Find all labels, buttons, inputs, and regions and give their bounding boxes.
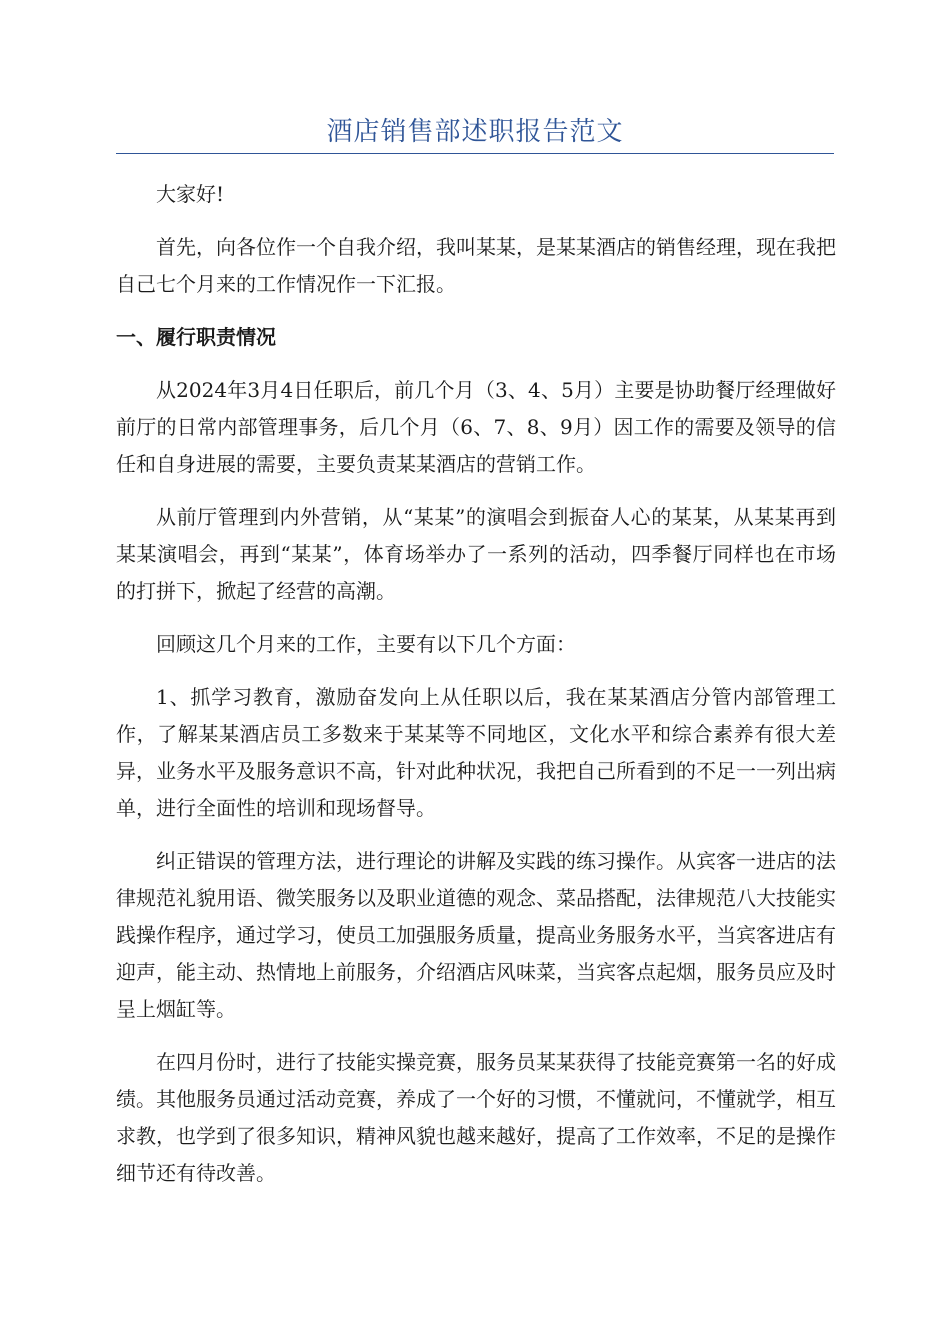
body-paragraph: 从2024年3月4日任职后，前几个月（3、4、5月）主要是协助餐厅经理做好前厅的日常内部管理事务，后几个月（6、7、8、9月）因工作的需要及领导的信任和自身进展的需要，主要负责某某酒店的营销工作。 bbox=[116, 378, 836, 476]
section-heading: 一、履行职责情况 bbox=[116, 325, 276, 349]
body-paragraph: 1、抓学习教育，激励奋发向上从任职以后，我在某某酒店分管内部管理工作，了解某某酒店员工多数来于某某等不同地区，文化水平和综合素养有很大差异，业务水平及服务意识不高，针对此种状况，我把自己所看到的不足一一列出病单，进行全面性的培训和现场督导。 bbox=[116, 685, 836, 820]
body-paragraph: 回顾这几个月来的工作，主要有以下几个方面： bbox=[156, 632, 576, 656]
body-paragraph: 在四月份时，进行了技能实操竞赛，服务员某某获得了技能竞赛第一名的好成绩。其他服务员通过活动竞赛，养成了一个好的习惯，不懂就问，不懂就学，相互求教，也学到了很多知识，精神风貌也越来越好，提高了工作效率，不足的是操作细节还有待改善。 bbox=[116, 1050, 836, 1185]
body-paragraph: 从前厅管理到内外营销，从“某某”的演唱会到振奋人心的某某，从某某再到某某演唱会，再到“某某”，体育场举办了一系列的活动，四季餐厅同样也在市场的打拼下，掀起了经营的高潮。 bbox=[116, 505, 836, 603]
body-paragraph: 纠正错误的管理方法，进行理论的讲解及实践的练习操作。从宾客一进店的法律规范礼貌用语、微笑服务以及职业道德的观念、菜品搭配，法律规范八大技能实践操作程序，通过学习，使员工加强服务质量，提高业务服务水平，当宾客进店有迎声，能主动、热情地上前服务，介绍酒店风味菜，当宾客点起烟，服务员应及时呈上烟缸等。 bbox=[116, 849, 836, 1021]
greeting-paragraph: 大家好! bbox=[156, 182, 225, 206]
intro-paragraph: 首先，向各位作一个自我介绍，我叫某某，是某某酒店的销售经理，现在我把自己七个月来的工作情况作一下汇报。 bbox=[116, 235, 836, 296]
document-title: 酒店销售部述职报告范文 bbox=[326, 117, 624, 147]
document-body bbox=[116, 176, 836, 1208]
title-underline bbox=[116, 153, 834, 154]
